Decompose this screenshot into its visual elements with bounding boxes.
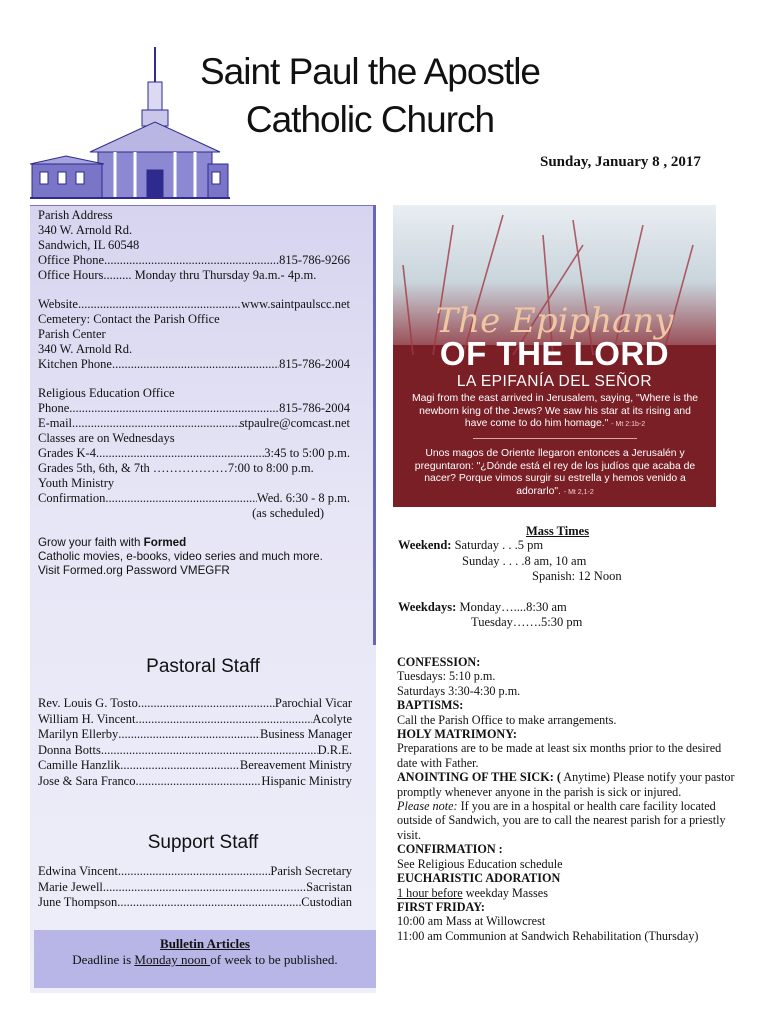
grades-567-row: Grades 5th, 6th, & 7th ……………… 7:00 to 8:00 p.m. [38,461,314,475]
office-phone-row [38,253,350,268]
address-line-1: 340 W. Arnold Rd. [38,223,133,237]
email-label: E-mail [38,416,73,430]
email-link[interactable]: stpaulre@comcast.net [239,416,350,430]
re-phone: 815-786-2004 [279,401,350,415]
confession-heading: CONFESSION: [397,655,481,669]
panel-right-border [373,205,376,645]
mass-times [398,538,622,631]
parish-info [38,208,350,521]
confirmation-heading: CONFIRMATION : [397,842,503,857]
first-friday-communion: 11:00 am Communion at Sandwich Rehabilitation (Thursday) [397,928,699,943]
confirmation-row [38,491,350,506]
formed-name: Formed [143,536,187,549]
bulletin-articles-box [34,930,376,988]
staff-row: William H. Vincent ..... Acolyte [38,712,352,728]
formed-line-3: Visit Formed.org Password VMEGFR [38,564,230,577]
epiphany-divider [473,438,637,439]
parish-center-address: 340 W. Arnold Rd. [38,342,133,356]
bulletin-date: Sunday, January 8 , 2017 [540,154,701,170]
cemetery-note: Cemetery: Contact the Parish Office [38,312,220,326]
adoration-text: 1 hour before weekday Masses [397,885,548,900]
staff-row: Jose & Sara Franco. ..... Hispanic Ministry [38,774,352,790]
support-staff-list [38,864,352,911]
kitchen-phone-row [38,357,350,372]
spanish-mass: Spanish: 12 Noon [532,569,622,583]
kitchen-phone: 815-786-2004 [279,357,350,371]
please-note-paragraph: Please note: If you are in a hospital or health care facility located outside of Sandwich, you are to call the nearest parish for a priestly visit. [397,799,726,842]
staff-row: Marie Jewell ..... Sacristan [38,880,352,896]
support-staff-heading: Support Staff [147,832,259,853]
saturday-mass: Saturday . . .5 pm [454,538,544,552]
office-phone: 815-786-9266 [279,253,350,267]
formed-line-2: Catholic movies, e-books, video series and much more. [38,550,323,563]
baptisms-text: Call the Parish Office to make arrangements. [397,712,617,727]
confirmation-label: Confirmation [38,491,106,505]
classes-note: Classes are on Wednesdays [38,431,175,445]
youth-ministry-label: Youth Ministry [38,476,115,490]
email-row [38,416,350,431]
monday-mass: Monday…....8:30 am [459,599,567,614]
bulletin-deadline: Deadline is Monday noon of week to be published. [72,952,338,967]
weekdays-label: Weekdays: [398,599,457,614]
pastoral-staff-heading: Pastoral Staff [146,656,260,677]
confession-tuesday: Tuesdays: 5:10 p.m. [397,669,496,684]
website-row [38,297,350,312]
grades-k4-row [38,446,350,461]
epiphany-image [393,205,716,507]
website-link[interactable]: www.saintpaulscc.net [241,297,350,311]
matrimony-text: Preparations are to be made at least six months prior to the desired date with Father. [397,741,722,770]
website-label: Website [38,297,78,311]
grades-k4-label: Grades K-4 [38,446,96,460]
staff-row: Marilyn Ellerby ..... Business Manager [38,727,352,743]
first-friday-mass: 10:00 am Mass at Willowcrest [397,914,546,929]
address-line-2: Sandwich, IL 60548 [38,238,140,252]
office-hours: Monday thru Thursday 9a.m.- 4p.m. [134,268,317,282]
confirmation-time: Wed. 6:30 - 8 p.m. [256,491,350,505]
confession-saturday: Saturdays 3:30-4:30 p.m. [397,683,521,698]
adoration-heading: EUCHARISTIC ADORATION [397,871,561,886]
pastoral-staff-list [38,696,352,790]
mass-times-title: Mass Times [526,524,590,538]
kitchen-label: Kitchen Phone [38,357,112,371]
tuesday-mass: Tuesday…….5:30 pm [471,615,583,629]
re-phone-label: Phone [38,401,70,415]
staff-row: Edwina Vincent ..... Parish Secretary [38,864,352,880]
grades-567-time: 7:00 to 8:00 p.m. [227,461,314,475]
epiphany-script-title: The Epiphany [435,301,674,341]
bulletin-title: Bulletin Articles [160,936,250,951]
as-scheduled-note: (as scheduled) [252,506,324,520]
epiphany-spanish-title: LA EPIFANÍA DEL SEÑOR [456,373,653,390]
staff-row: Rev. Louis G. Tosto ..... Parochial Vicar [38,696,352,712]
church-title [120,48,620,144]
sunday-mass: Sunday . . . .8 am, 10 am [462,553,587,568]
confirmation-text: See Religious Education schedule [397,856,563,871]
office-phone-label: Office Phone [38,253,105,267]
re-phone-row [38,401,350,416]
title-line-2: Catholic Church [245,99,495,140]
epiphany-spanish-verse: Unos magos de Oriente llegaron entonces a Jerusalén y preguntaron: "¿Dónde está el rey de los judíos que acaba de nacer? Porque vimos surgir su estrella y hemos venido a adorarlo". - Mt 2,1-2 [414,448,696,497]
formed-prefix: Grow your faith with [38,536,144,549]
grades-k4-time: 3:45 to 5:00 p.m. [264,446,350,460]
office-hours-label: Office Hours [38,268,104,282]
epiphany-main-title: OF THE LORD [439,335,670,372]
anointing-paragraph: ANOINTING OF THE SICK: ( Anytime) Please notify your pastor promptly whenever anyone in the parish is sick or injured. [397,770,735,799]
first-friday-heading: FIRST FRIDAY: [397,899,485,914]
grades-567-label: Grades 5th, 6th, & 7th [38,461,150,475]
religious-ed-label: Religious Education Office [38,386,175,400]
epiphany-english-verse: Magi from the east arrived in Jerusalem, saying, "Where is the newborn king of the Jews? We saw his star at its rising and have come to do him homage." - Mt 2:1b-2 [411,393,699,430]
parish-center-label: Parish Center [38,327,106,341]
address-label: Parish Address [38,208,113,222]
office-hours-row: Office Hours ......... Monday thru Thursday 9a.m.- 4p.m. [38,268,317,282]
staff-row: Donna Botts ..... D.R.E. [38,743,352,759]
formed-promo [38,536,323,578]
sacraments-info [397,655,742,943]
staff-row: Camille Hanzlik ..... Bereavement Ministry [38,758,352,774]
baptisms-heading: BAPTISMS: [397,698,464,713]
panel-top-border [30,205,376,206]
staff-row: June Thompson ..... Custodian [38,895,352,911]
title-line-1: Saint Paul the Apostle [199,51,541,92]
matrimony-heading: HOLY MATRIMONY: [397,727,517,742]
weekend-label: Weekend: [398,538,452,552]
